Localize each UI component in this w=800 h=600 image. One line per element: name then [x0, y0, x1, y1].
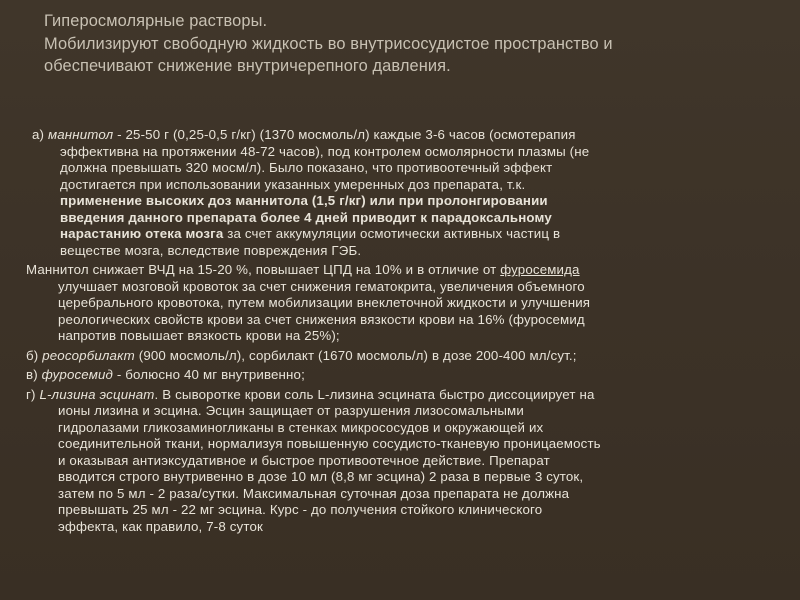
para-a-text: за счет аккумуляции осмотически активных частиц в	[223, 226, 561, 241]
para-a-text: - 25-50 г (0,25-0,5 г/кг) (1370 мосмоль/л) каждые 3-6 часов (осмотерапия	[113, 127, 576, 142]
para-g-line-2: ионы лизина и эсцина. Эсцин защищает от разрушения лизосомальными	[58, 403, 524, 418]
para-m-line-2: улучшает мозговой кровоток за счет снижения гематокрита, увеличения объемного	[58, 278, 585, 294]
para-g-line-9: эффекта, как правило, 7-8 суток	[58, 518, 263, 534]
para-g-line-3: гидролазами гликозаминогликаны в стенках микрососудов и окружающей их	[58, 419, 544, 435]
drug-name-mannitol: маннитол	[47, 127, 114, 142]
paragraph-mannitol-effect	[26, 262, 786, 345]
para-v-text: - болюсно 40 мг внутривенно;	[113, 367, 305, 382]
para-v-prefix: в)	[26, 367, 42, 382]
para-a-line-5: применение высоких доз маннитола (1,5 г/кг) или при пролонгировании	[60, 193, 548, 208]
para-a-line-3: должна превышать 320 мосм/л). Было показано, что противоотечный эффект	[60, 160, 553, 175]
para-m-line-4: реологических свойств крови за счет снижения вязкости крови на 16% (фуросемид	[58, 311, 585, 327]
slide-title	[44, 10, 784, 78]
para-m-text: Маннитол снижает ВЧД на 15-20 %, повышает ЦПД на 10% и в отличие от	[26, 262, 501, 277]
para-b-line-1	[26, 348, 786, 365]
para-a-line-7	[26, 226, 786, 243]
para-g-line-6: вводится строго внутривенно в дозе 10 мл (8,8 мг эсцина) 2 раза в первые 3 суток,	[58, 469, 584, 484]
para-m-line-1	[26, 262, 786, 279]
para-g-prefix: г)	[26, 386, 40, 402]
para-b-text: (900 мосмоль/л), сорбилакт (1670 мосмоль/л) в дозе 200-400 мл/сут.;	[134, 347, 577, 363]
paragraph-reosorbilact	[26, 348, 786, 365]
para-m-line-5: напротив повышает вязкость крови на 25%);	[58, 328, 340, 343]
para-g-line-7: затем по 5 мл - 2 раза/сутки. Максимальная суточная доза препарата не должна	[58, 485, 570, 501]
para-g-line-8: превышать 25 мл - 22 мг эсцина. Курс - до получения стойкого клинического	[58, 502, 543, 517]
para-g-line-4: соединительной ткани, нормализуя повышенную сосудисто-тканевую проницаемость	[58, 436, 601, 451]
para-a-line-6: введения данного препарата более 4 дней приводит к парадоксальному	[60, 209, 552, 225]
para-a-bold-text: нарастанию отека мозга	[60, 226, 224, 241]
para-a-prefix: а)	[32, 127, 48, 142]
drug-name-furosemide: фуросемид	[41, 367, 114, 382]
title-line-1: Гиперосмолярные растворы.	[44, 12, 268, 30]
para-v-line-1	[26, 367, 786, 384]
para-g-text: . В сыворотке крови соль L-лизина эсцината быстро диссоциирует на	[154, 386, 595, 402]
para-a-line-1	[26, 127, 786, 144]
para-m-line-3: церебрального кровотока, путем мобилизации внеклеточной жидкости и улучшения	[58, 295, 591, 310]
slide-body	[26, 127, 786, 535]
paragraph-mannitol-dose	[26, 127, 786, 259]
paragraph-l-lysine-escinate	[26, 387, 786, 536]
drug-name-l-lysine-escinate: L-лизина эсцинат	[39, 386, 155, 402]
para-b-prefix: б)	[26, 347, 43, 363]
link-furosemide[interactable]: фуросемида	[500, 262, 580, 277]
drug-name-reosorbilact: реосорбилакт	[42, 347, 135, 363]
para-a-line-4: достигается при использовании указанных умеренных доз препарата, т.к.	[60, 176, 526, 192]
para-a-line-8: веществе мозга, вследствие повреждения ГЭБ.	[60, 242, 362, 258]
para-g-line-1	[26, 387, 786, 404]
para-g-line-5: и оказывая антиэксудативное и быстрое противоотечное действие. Препарат	[58, 452, 550, 468]
title-line-2: Мобилизируют свободную жидкость во внутрисосудистое пространство и	[44, 34, 613, 53]
title-line-3: обеспечивают снижение внутричерепного давления.	[44, 57, 451, 75]
paragraph-furosemide	[26, 367, 786, 384]
para-a-line-2: эффективна на протяжении 48-72 часов), под контролем осмолярности плазмы (не	[60, 143, 590, 159]
